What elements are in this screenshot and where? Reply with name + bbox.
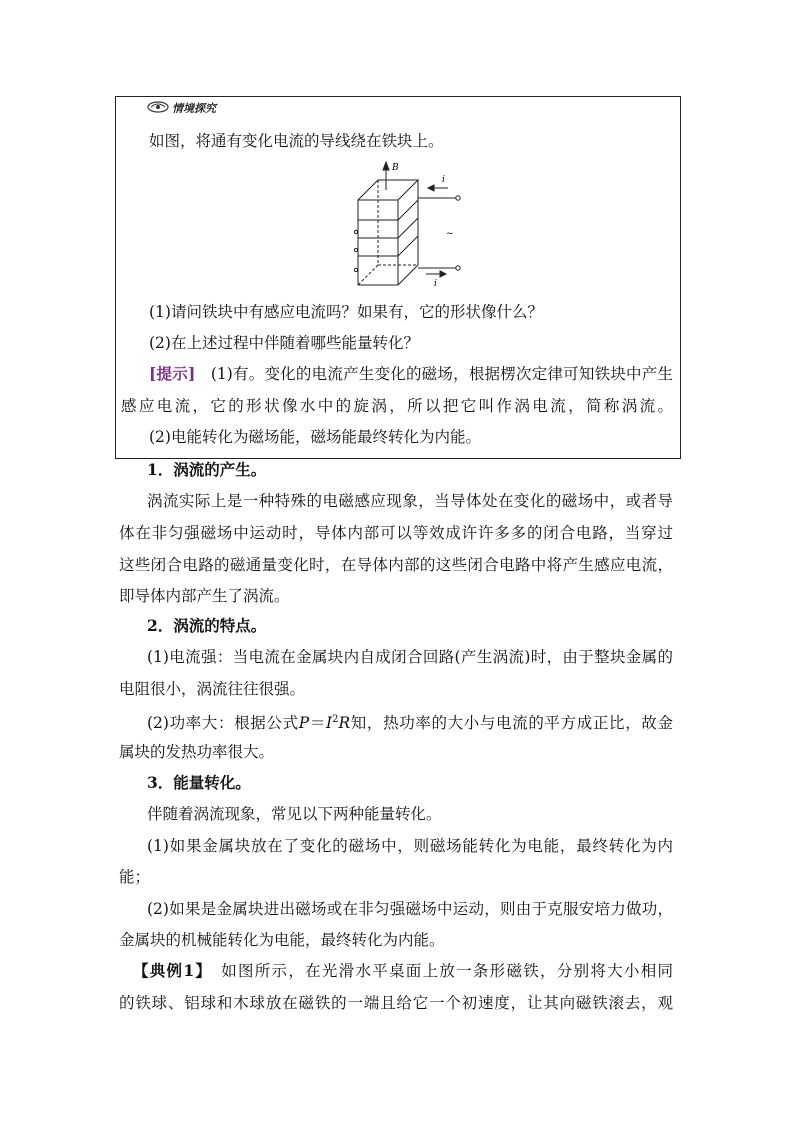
section-3-para-4: (2)如果是金属块进出磁场或在非匀强磁场中运动，则由于克服安培力做功，: [147, 900, 673, 918]
hint-line-2: 感应电流，它的形状像水中的旋涡，所以把它叫作涡电流，简称涡流。: [121, 397, 673, 415]
figure-label-B: B: [392, 163, 399, 173]
section-2-para-3: (2)功率大：根据公式$P=I^2R$知，热功率的大小与电流的平方成正比，故金: [147, 714, 673, 733]
inquiry-label-text: 情境探究: [172, 102, 216, 115]
box-intro: 如图，将通有变化电流的导线绕在铁块上。: [149, 132, 444, 150]
section-1-para-4: 即导体内部产生了涡流。: [119, 587, 290, 605]
section-3-para-2: (1)如果金属块放在了变化的磁场中，则磁场能转化为电能，最终转化为内: [147, 837, 673, 855]
hint-line-3: (2)电能转化为磁场能，磁场能最终转化为内能。: [149, 428, 481, 446]
scenario-icon: [147, 101, 169, 116]
example-tag: 【典例1】: [133, 961, 213, 980]
question-2: (2)在上述过程中伴随着哪些能量转化？: [149, 334, 419, 352]
section-3-para-1: 伴随着涡流现象，常见以下两种能量转化。: [147, 805, 442, 823]
section-1-heading: 1．涡流的产生。: [147, 460, 267, 479]
section-2-para-4: 属块的发热功率很大。: [119, 743, 275, 761]
section-2-heading: 2．涡流的特点。: [147, 616, 267, 635]
figure-label-i-bottom: i: [434, 279, 437, 289]
example-line-1: 【典例1】 如图所示，在光滑水平桌面上放一条形磁铁，分别将大小相同: [133, 961, 673, 980]
hint-line-1: [提示] (1)有。变化的电流产生变化的磁场，根据楞次定律可知铁块中产生: [149, 364, 673, 383]
inquiry-label: [147, 100, 216, 116]
figure-label-i-top: i: [442, 175, 445, 185]
section-3-para-5: 金属块的机械能转化为电能，最终转化为内能。: [119, 931, 445, 949]
question-1: (1)请问铁块中有感应电流吗？如果有，它的形状像什么？: [149, 303, 543, 321]
section-1-para-2: 体在非匀强磁场中运动时，导体内部可以等效成许许多多的闭合电路，当穿过: [119, 524, 673, 542]
example-line-2: 的铁球、铝球和木球放在磁铁的一端且给它一个初速度，让其向磁铁滚去，观: [119, 994, 673, 1012]
section-3-para-3: 能；: [119, 868, 151, 886]
section-1-para-3: 这些闭合电路的磁通量变化时，在导体内部的这些闭合电路中将产生感应电流，: [119, 556, 673, 574]
iron-block-figure: [348, 160, 468, 290]
section-1-para-1: 涡流实际上是一种特殊的电磁感应现象，当导体处在变化的磁场中，或者导: [147, 492, 673, 510]
section-2-para-1: (1)电流强：当电流在金属块内自成闭合回路(产生涡流)时，由于整块金属的: [147, 648, 673, 666]
section-3-heading: 3．能量转化。: [147, 773, 251, 792]
hint-tag: [提示]: [149, 364, 196, 383]
section-2-para-2: 电阻很小，涡流往往很强。: [119, 680, 306, 698]
figure-label-ac: ~: [446, 229, 454, 239]
